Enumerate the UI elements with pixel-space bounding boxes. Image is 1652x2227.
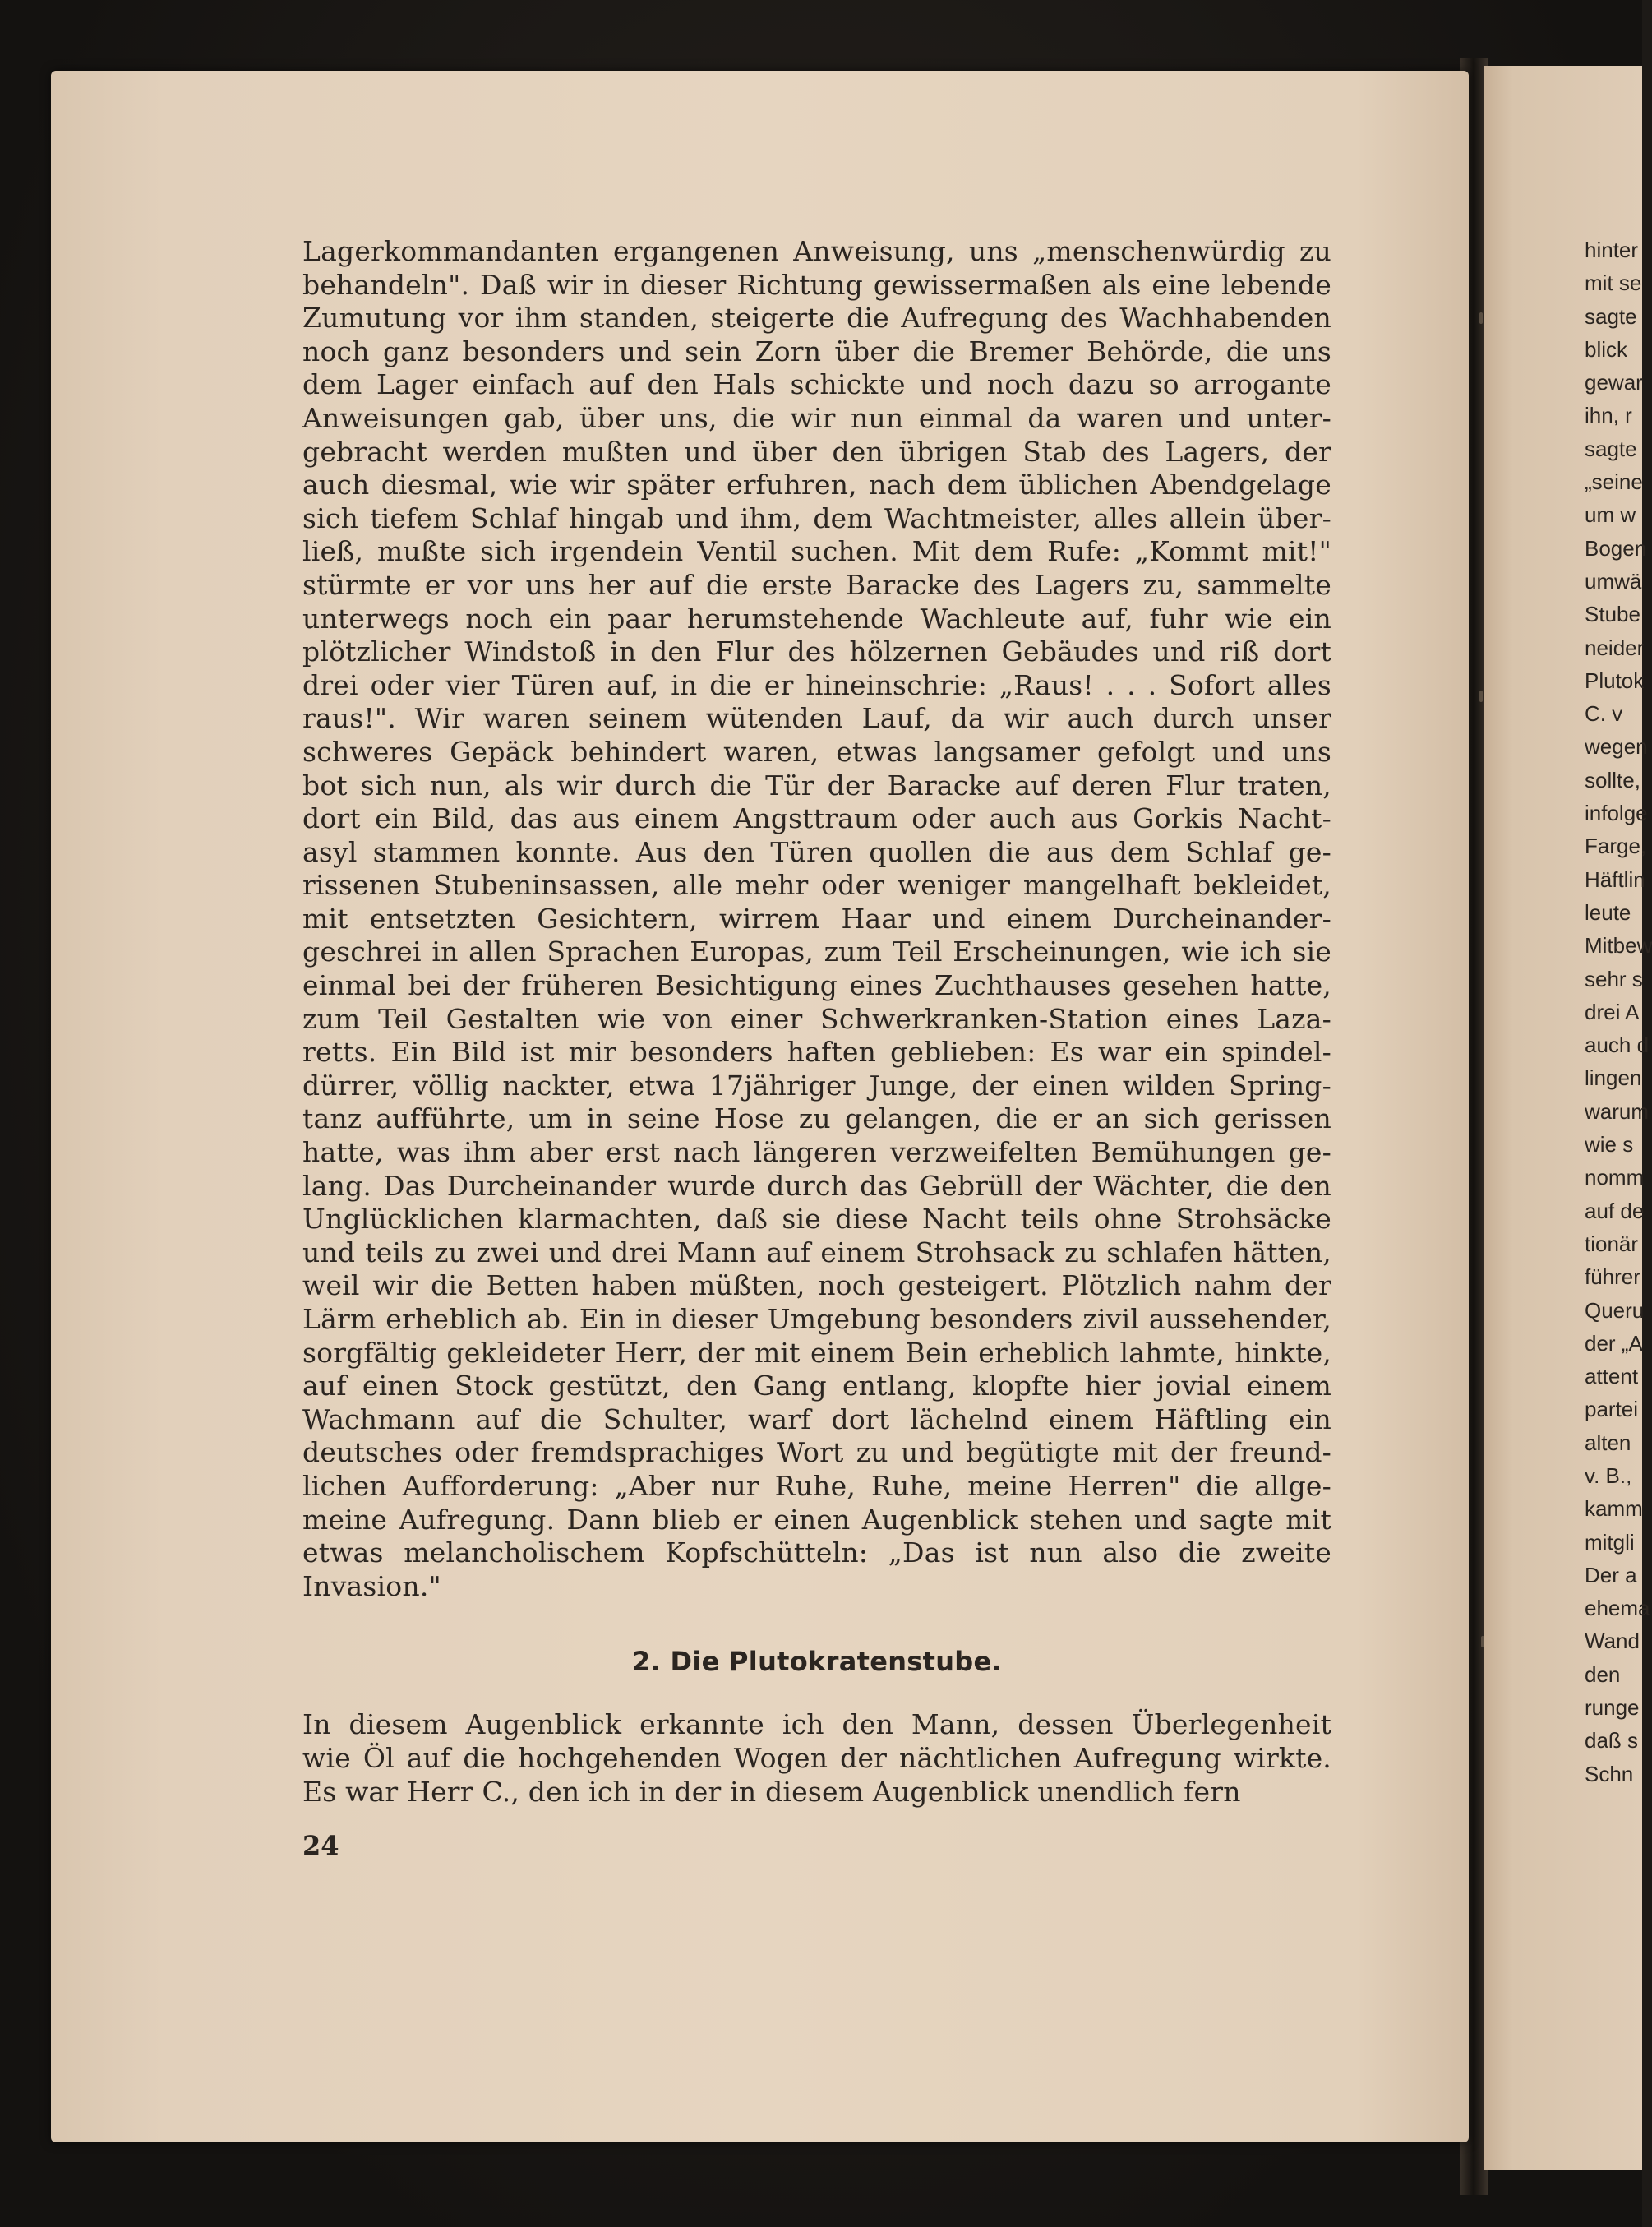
text-line: Wachmann auf die Schulter, warf dort lächelnd einem Häftling ein (302, 1402, 1331, 1435)
text-line: In diesem Augenblick erkannte ich den Mann, dessen Überlegenheit (302, 1708, 1331, 1741)
text-line: asyl stammen konnte. Aus den Türen quollen die aus dem Schlaf ge- (302, 835, 1331, 868)
paper-fleck (1479, 691, 1483, 702)
page-number: 24 (302, 1830, 339, 1861)
text-line: und teils zu zwei und drei Mann auf einem Strohsack zu schlafen hätten, (302, 1236, 1331, 1268)
text-line: hatte, was ihm aber erst nach längeren verzweifelten Bemühungen ge- (302, 1136, 1331, 1169)
text-line: lichen Aufforderung: „Aber nur Ruhe, Ruhe, meine Herren" die allge- (302, 1469, 1331, 1502)
facing-page-fragment: lingen (1585, 1065, 1642, 1091)
facing-page-fragment: auch d (1585, 1033, 1650, 1058)
facing-page-fragment: sollte, (1585, 767, 1640, 792)
text-line: noch ganz besonders und sein Zorn über die Bremer Behörde, die uns (302, 335, 1331, 367)
facing-page-fragment: Der a (1585, 1562, 1637, 1587)
facing-page-fragment: sehr s (1585, 966, 1643, 991)
facing-page-fragment: gewar (1585, 370, 1643, 395)
text-line: gebracht werden mußten und über den übrigen Stab des Lagers, der (302, 435, 1331, 468)
facing-page-fragment: nomm (1585, 1165, 1645, 1190)
paragraph-plutokratenstube (302, 1708, 1331, 1809)
facing-page-fragment: tionär (1585, 1231, 1639, 1256)
text-line: meine Aufregung. Dann blieb er einen Augenblick stehen und sagte mit (302, 1503, 1331, 1536)
facing-page-fragment: sagte (1585, 303, 1637, 329)
facing-page-fragment: Farge, (1585, 834, 1647, 859)
facing-page-fragment: mitgli (1585, 1529, 1635, 1555)
main-text-column (302, 235, 1331, 1809)
facing-page-fragment: „seine (1585, 469, 1643, 495)
text-line: Invasion." (302, 1569, 441, 1602)
text-line: sich tiefem Schlaf hingab und ihm, dem Wachtmeister, alles allein über- (302, 501, 1331, 534)
facing-page-fragment: drei A (1585, 999, 1640, 1024)
text-line: mit entsetzten Gesichtern, wirrem Haar und einem Durcheinander- (302, 902, 1331, 935)
facing-page-fragment: Plutok (1585, 668, 1645, 693)
text-line: unterwegs noch ein paar herumstehende Wachleute auf, fuhr wie ein (302, 602, 1331, 635)
text-line: retts. Ein Bild ist mir besonders haften geblieben: Es war ein spindel- (302, 1036, 1331, 1069)
facing-page-fragment: mit se (1585, 270, 1642, 296)
facing-page-fragment: sagte (1585, 436, 1637, 461)
text-line: dem Lager einfach auf den Hals schickte und noch dazu so arrogante (302, 368, 1331, 401)
facing-page-fragment: hinter (1585, 238, 1639, 262)
text-line: lang. Das Durcheinander wurde durch das Gebrüll der Wächter, die den (302, 1169, 1331, 1202)
facing-page-fragment: um w (1585, 502, 1636, 528)
text-line: dort ein Bild, das aus einem Angsttraum oder auch aus Gorkis Nacht- (302, 802, 1331, 835)
text-line: behandeln". Daß wir in dieser Richtung gewissermaßen als eine lebende (302, 268, 1331, 301)
text-line: schweres Gepäck behindert waren, etwas langsamer gefolgt und uns (302, 735, 1331, 768)
facing-page-fragment: leute (1585, 899, 1631, 925)
paper-fleck (1479, 312, 1483, 324)
text-line: plötzlicher Windstoß in den Flur des hölzernen Gebäudes und riß dort (302, 635, 1331, 668)
facing-page-fragment: warum (1585, 1098, 1650, 1124)
paragraph-body (302, 235, 1331, 1603)
text-line: wie Öl auf die hochgehenden Wogen der nächtlichen Aufregung wirkte. (302, 1741, 1331, 1774)
facing-page-fragment: kamm (1585, 1496, 1643, 1522)
text-line: dürrer, völlig nackter, etwa 17jähriger Junge, der einen wilden Spring- (302, 1069, 1331, 1102)
facing-page-fragment: partei (1585, 1397, 1639, 1422)
facing-page-fragment: daß s (1585, 1728, 1639, 1753)
text-line: Anweisungen gab, über uns, die wir nun einmal da waren und unter- (302, 401, 1331, 434)
facing-page-fragment: Queru (1585, 1297, 1645, 1323)
facing-page-fragment: Schn (1585, 1761, 1634, 1786)
facing-page-fragment: den (1585, 1661, 1621, 1687)
facing-page-text (1585, 233, 1652, 1790)
facing-page-fragment: blick (1585, 336, 1628, 362)
facing-page-fragment: C. v (1585, 701, 1623, 727)
text-line: sorgfältig gekleideter Herr, der mit einem Bein erheblich lahmte, hinkte, (302, 1336, 1331, 1369)
text-line: rissenen Stubeninsassen, alle mehr oder weniger mangelhaft bekleidet, (302, 869, 1331, 902)
text-line: ließ, mußte sich irgendein Ventil suchen. Mit dem Rufe: „Kommt mit!" (302, 535, 1331, 568)
facing-page-fragment: infolge (1585, 801, 1648, 826)
text-line: Lagerkommandanten ergangenen Anweisung, uns „menschenwürdig zu (302, 235, 1331, 267)
text-line: drei oder vier Türen auf, in die er hineinschrie: „Raus! . . . Sofort alles (302, 668, 1331, 701)
text-line: einmal bei der früheren Besichtigung eines Zuchthauses gesehen hatte, (302, 969, 1331, 1002)
facing-page-fragment: runge (1585, 1695, 1640, 1721)
text-line: zum Teil Gestalten wie von einer Schwerkranken-Station eines Laza- (302, 1002, 1331, 1035)
text-line: Unglücklichen klarmachten, daß sie diese Nacht teils ohne Strohsäcke (302, 1203, 1331, 1236)
text-line: weil wir die Betten haben müßten, noch gesteigert. Plötzlich nahm der (302, 1269, 1331, 1302)
facing-page-fragment: Mitbew (1585, 933, 1652, 959)
text-line: deutsches oder fremdsprachiges Wort zu und begütigte mit der freund- (302, 1436, 1331, 1469)
text-line: auch diesmal, wie wir später erfuhren, nach dem üblichen Abendgelage (302, 469, 1331, 501)
text-line: geschrei in allen Sprachen Europas, zum Teil Erscheinungen, wie ich sie (302, 936, 1331, 968)
facing-page-fragment: attent (1585, 1364, 1639, 1389)
text-line: tanz aufführte, um in seine Hose zu gelangen, die er an sich gerissen (302, 1102, 1331, 1135)
text-line: etwas melancholischem Kopfschütteln: „Das ist nun also die zweite (302, 1536, 1331, 1569)
facing-page-fragment: wie s (1585, 1132, 1634, 1157)
section-heading: 2. Die Plutokratenstube. (632, 1646, 1002, 1678)
facing-page-fragment: umwä (1585, 568, 1642, 594)
text-line: auf einen Stock gestützt, den Gang entlang, klopfte hier jovial einem (302, 1370, 1331, 1402)
facing-page-fragment: führer (1585, 1264, 1640, 1290)
text-line: bot sich nun, als wir durch die Tür der Baracke auf deren Flur traten, (302, 769, 1331, 802)
facing-page-fragment: alten (1585, 1430, 1631, 1455)
facing-page-fragment: Stube (1585, 602, 1640, 627)
text-line: stürmte er vor uns her auf die erste Baracke des Lagers zu, sammelte (302, 568, 1331, 601)
facing-page-fragment: der „A (1585, 1330, 1643, 1356)
facing-page-fragment: ehema (1585, 1596, 1650, 1621)
facing-page-fragment: Wand (1585, 1629, 1640, 1654)
text-line: raus!". Wir waren seinem wütenden Lauf, da wir auch durch unser (302, 702, 1331, 735)
text-line: Lärm erheblich ab. Ein in dieser Umgebung besonders zivil aussehender, (302, 1303, 1331, 1335)
facing-page-fragment: neider (1585, 635, 1645, 660)
facing-page-fragment: wegen (1585, 734, 1648, 760)
facing-page-fragment: Häftlin (1585, 866, 1645, 892)
facing-page-fragment: v. B., (1585, 1462, 1632, 1488)
facing-page-fragment: Bogen (1585, 535, 1647, 561)
text-line: Zumutung vor ihm standen, steigerte die Aufregung des Wachhabenden (302, 302, 1331, 335)
text-line: Es war Herr C., den ich in der in diesem Augenblick unendlich fern (302, 1775, 1241, 1808)
facing-page-fragment: auf de (1585, 1198, 1645, 1223)
paper-fleck (1481, 1636, 1484, 1647)
facing-page-fragment: ihn, r (1585, 403, 1632, 428)
